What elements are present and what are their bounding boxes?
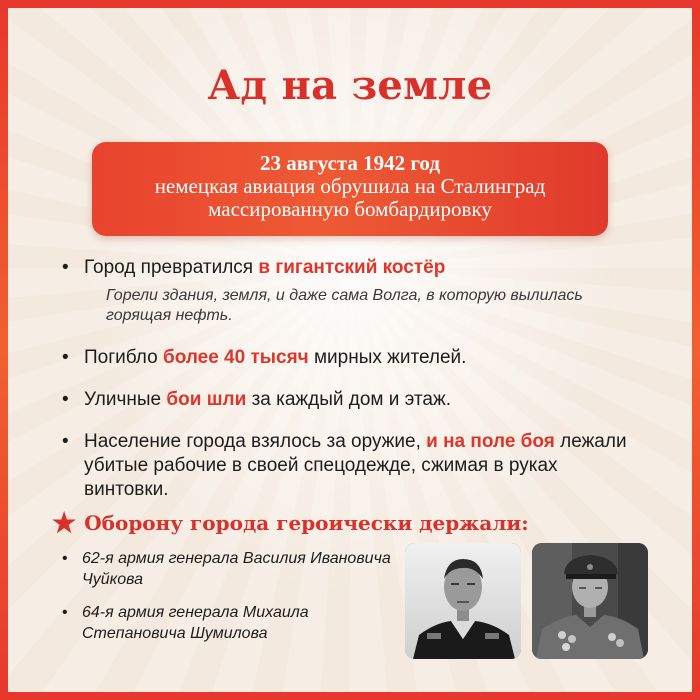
army-item [62,548,402,590]
fact-highlight: более 40 тысяч [162,347,309,368]
fact-text: лежали убитые рабочие в своей спецодежде, сжимая в руках винтовки. [84,431,627,500]
banner-line-1: немецкая авиация обрушила на Сталинград [154,174,546,198]
banner-line-2: массированную бомбардировку [208,197,492,221]
fact-highlight: бои шли [166,389,247,410]
armies-list [62,548,402,644]
army-item [62,602,402,644]
date-banner [92,142,608,236]
fact-item [62,346,642,370]
bullet-icon: • [62,389,69,410]
banner-date: 23 августа 1942 год [260,151,440,175]
portrait-shumilov [532,543,648,659]
fact-note: Горели здания, земля, и даже сама Волга, в которую вылилась горящая нефть. [106,287,583,324]
bullet-icon: • [62,604,68,621]
fact-item [62,430,642,502]
defense-heading [52,506,652,537]
bullet-icon: • [62,431,69,452]
defense-heading-text: Оборону города героически держали: [84,511,529,535]
fact-highlight: в гигантский костёр [258,257,446,278]
bullet-icon: • [62,347,69,368]
fact-text: за каждый дом и этаж. [246,389,451,410]
page-title: Ад на земле [207,62,493,109]
star-icon: ★ [52,508,77,539]
fact-item [62,256,642,326]
fact-text: Уличные [84,389,167,410]
fact-highlight: и на поле боя [426,431,555,452]
army-text: 64-я армия генерала Михаила Степановича Шумилова [82,604,309,642]
bullet-icon: • [62,257,69,278]
fact-text: мирных жителей. [308,347,467,368]
bullet-icon: • [62,550,68,567]
fact-text: Город превратился [84,257,259,278]
army-text: 62-я армия генерала Василия Ивановича Чуйкова [82,550,391,588]
fact-item [62,388,642,412]
facts-list [62,256,642,502]
fact-text: Население города взялось за оружие, [84,431,427,452]
portrait-chuikov [405,543,521,659]
fact-text: Погибло [84,347,163,368]
